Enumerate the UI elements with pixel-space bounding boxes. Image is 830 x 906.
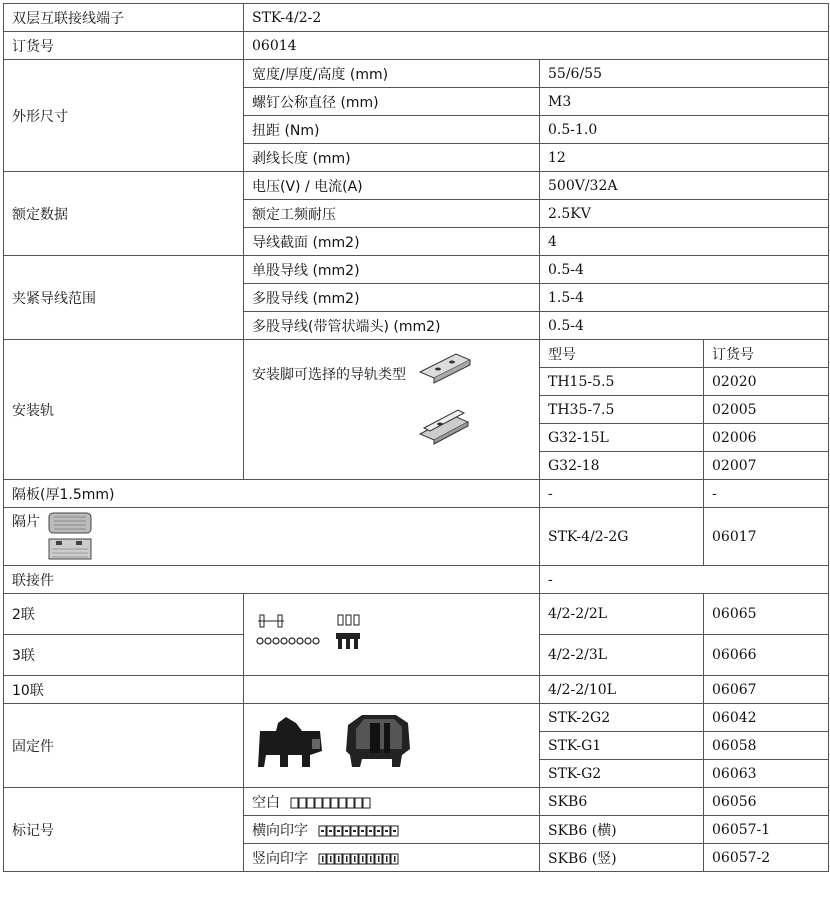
marker-label: 横向印字 xyxy=(252,822,308,839)
marker-label-cell xyxy=(244,788,540,816)
marker-label: 竖向印字 xyxy=(252,850,308,867)
table-row xyxy=(4,340,829,368)
separator-plate-icon xyxy=(46,511,94,563)
clamp-group: 夹紧导线范围 xyxy=(4,256,244,340)
separator-label: 隔片 xyxy=(12,514,40,530)
connector-empty-cell xyxy=(244,676,540,704)
connector-type: 4/2-2/10L xyxy=(540,676,704,704)
spec-value: 500V/32A xyxy=(540,172,829,200)
connector-row-label: 2联 xyxy=(4,594,244,635)
table-row xyxy=(4,594,829,635)
rail-order: 02005 xyxy=(704,396,829,424)
spec-label: 剥线长度 (mm) xyxy=(244,144,540,172)
separator-order: 06017 xyxy=(704,508,829,566)
table-row xyxy=(4,788,829,816)
dimensions-group: 外形尺寸 xyxy=(4,60,244,172)
table-row xyxy=(4,676,829,704)
marker-label: 空白 xyxy=(252,794,280,811)
table-row xyxy=(4,480,829,508)
connector-image-cell xyxy=(244,594,540,676)
connector-row-label: 10联 xyxy=(4,676,244,704)
table-row xyxy=(4,60,829,88)
rail-order: 02020 xyxy=(704,368,829,396)
rated-group: 额定数据 xyxy=(4,172,244,256)
table-row xyxy=(4,256,829,284)
spec-label: 多股导线 (mm2) xyxy=(244,284,540,312)
spec-label: 多股导线(带管状端头) (mm2) xyxy=(244,312,540,340)
rail-order: 02006 xyxy=(704,424,829,452)
partition-order: - xyxy=(704,480,829,508)
marker-strip-vertical-icon xyxy=(318,853,400,865)
header-label: 双层互联接线端子 xyxy=(4,4,244,32)
separator-cell xyxy=(4,508,540,566)
fixing-image-cell xyxy=(244,704,540,788)
marker-type: SKB6 (横) xyxy=(540,816,704,844)
fixing-group: 固定件 xyxy=(4,704,244,788)
rail-type: G32-15L xyxy=(540,424,704,452)
connector-row-label: 3联 xyxy=(4,635,244,676)
rail-desc: 安装脚可选择的导轨类型 xyxy=(252,367,406,383)
table-row xyxy=(4,172,829,200)
rail-order: 02007 xyxy=(704,452,829,480)
din-rail-hat-icon xyxy=(416,406,476,446)
marker-order: 06057-2 xyxy=(704,844,829,872)
separator-type: STK-4/2-2G xyxy=(540,508,704,566)
connector-order: 06067 xyxy=(704,676,829,704)
fixing-type: STK-2G2 xyxy=(540,704,704,732)
marker-label-cell xyxy=(244,816,540,844)
din-rail-flat-icon xyxy=(416,346,476,386)
spec-label: 宽度/厚度/高度 (mm) xyxy=(244,60,540,88)
spec-label: 扭距 (Nm) xyxy=(244,116,540,144)
partition-type: - xyxy=(540,480,704,508)
spec-table xyxy=(3,3,829,872)
spec-label: 额定工频耐压 xyxy=(244,200,540,228)
spec-value: 12 xyxy=(540,144,829,172)
fixing-order: 06042 xyxy=(704,704,829,732)
marker-label-cell xyxy=(244,844,540,872)
header-model: STK-4/2-2 xyxy=(244,4,829,32)
end-bracket-icon xyxy=(252,709,422,779)
fixing-order: 06063 xyxy=(704,760,829,788)
connector-order: 06065 xyxy=(704,594,829,635)
rail-type: G32-18 xyxy=(540,452,704,480)
rail-col-order: 订货号 xyxy=(704,340,829,368)
connector-order: 06066 xyxy=(704,635,829,676)
rail-type: TH35-7.5 xyxy=(540,396,704,424)
spec-label: 电压(V) / 电流(A) xyxy=(244,172,540,200)
connector-type: 4/2-2/2L xyxy=(540,594,704,635)
marker-strip-horizontal-icon xyxy=(318,825,400,837)
spec-value: 2.5KV xyxy=(540,200,829,228)
spec-value: 4 xyxy=(540,228,829,256)
connector-label: 联接件 xyxy=(4,566,540,594)
spec-value: 1.5-4 xyxy=(540,284,829,312)
order-row xyxy=(4,32,829,60)
marker-strip-blank-icon xyxy=(290,797,372,809)
spec-value: 0.5-1.0 xyxy=(540,116,829,144)
spec-label: 螺钉公称直径 (mm) xyxy=(244,88,540,116)
table-row xyxy=(4,508,829,566)
spec-value: 0.5-4 xyxy=(540,256,829,284)
partition-label: 隔板(厚1.5mm) xyxy=(4,480,540,508)
table-row xyxy=(4,566,829,594)
fixing-type: STK-G2 xyxy=(540,760,704,788)
fixing-order: 06058 xyxy=(704,732,829,760)
spec-value: M3 xyxy=(540,88,829,116)
order-value: 06014 xyxy=(244,32,829,60)
spec-label: 单股导线 (mm2) xyxy=(244,256,540,284)
marker-order: 06057-1 xyxy=(704,816,829,844)
marker-order: 06056 xyxy=(704,788,829,816)
marker-type: SKB6 xyxy=(540,788,704,816)
order-label: 订货号 xyxy=(4,32,244,60)
marker-group: 标记号 xyxy=(4,788,244,872)
marker-type: SKB6 (竖) xyxy=(540,844,704,872)
rail-type: TH15-5.5 xyxy=(540,368,704,396)
rail-col-type: 型号 xyxy=(540,340,704,368)
bridge-connector-icon xyxy=(252,611,362,655)
header-row xyxy=(4,4,829,32)
spec-value: 55/6/55 xyxy=(540,60,829,88)
spec-label: 导线截面 (mm2) xyxy=(244,228,540,256)
connector-type: 4/2-2/3L xyxy=(540,635,704,676)
rail-group: 安装轨 xyxy=(4,340,244,480)
rail-desc-cell xyxy=(244,340,540,480)
fixing-type: STK-G1 xyxy=(540,732,704,760)
spec-value: 0.5-4 xyxy=(540,312,829,340)
connector-value: - xyxy=(540,566,829,594)
table-row xyxy=(4,704,829,732)
